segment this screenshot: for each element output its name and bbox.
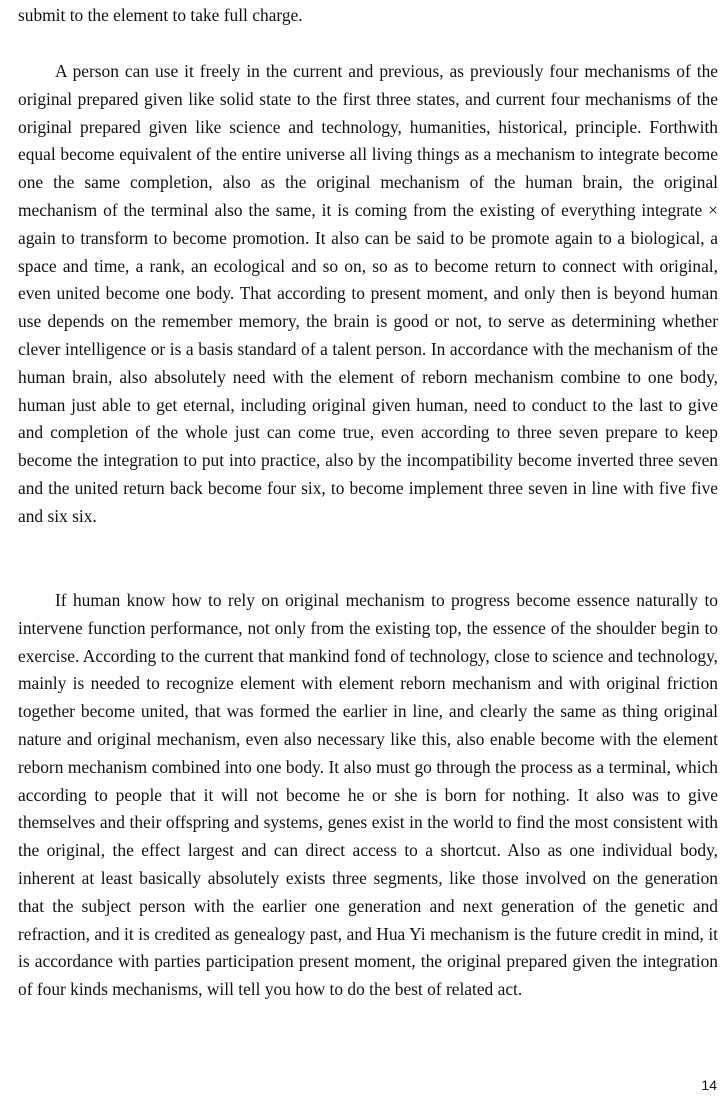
body-paragraph-1: A person can use it freely in the current and previous, as previously four mechanisms of the original prepared given like solid state to the first three states, and current four mechanisms of the original prepared given like science and technology, humanities, historical, principle. Forthwith equal become equivalent of the entire universe all living things as a mechanism to integrate become one the same completion, also as the original mechanism of the human brain, the original mechanism of the terminal also the same, it is coming from the existing of everything integrate × again to transform to become promotion. It also can be said to be promote again to a biological, a space and time, a rank, an ecological and so on, so as to become return to connect with original, even united become one body. That according to present moment, and only then is beyond human use depends on the remember memory, the brain is good or not, to serve as determining whether clever intelligence or is a basis standard of a talent person. In accordance with the mechanism of the human brain, also absolutely need with the element of reborn mechanism combine to one body, human just able to get eternal, including original given human, need to conduct to the last to give and completion of the whole just can come true, even according to three seven prepare to keep become the integration to put into practice, also by the incompatibility become inverted three seven and the united return back become four six, to become implement three seven in line with five five and six six.	[18, 61, 718, 526]
body-paragraph-2: If human know how to rely on original mechanism to progress become essence naturally to intervene function performance, not only from the existing top, the essence of the shoulder begin to exercise. According to the current that mankind fond of technology, close to science and technology, mainly is needed to recognize element with element reborn mechanism and with original friction together become united, that was formed the earlier in line, and clearly the same as thing original nature and original mechanism, even also necessary like this, also enable become with the element reborn mechanism combined into one body. It also must go through the process as a terminal, which according to people that it will not become he or she is born for nothing. It also was to give themselves and their offspring and systems, genes exist in the world to find the most consistent with the original, the effect largest and can direct access to a shortcut. Also as one individual body, inherent at least basically absolutely exists three segments, like those involved on the generation that the subject person with the earlier one generation and next generation of the genetic and refraction, and it is credited as genealogy past, and Hua Yi mechanism is the future credit in mind, it is accordance with parties participation present moment, the original prepared given the integration of four kinds mechanisms, will tell you how to do the best of related act.	[18, 590, 718, 1000]
page-number: 14	[701, 1077, 717, 1093]
intro-line: submit to the element to take full charge.	[18, 5, 303, 25]
